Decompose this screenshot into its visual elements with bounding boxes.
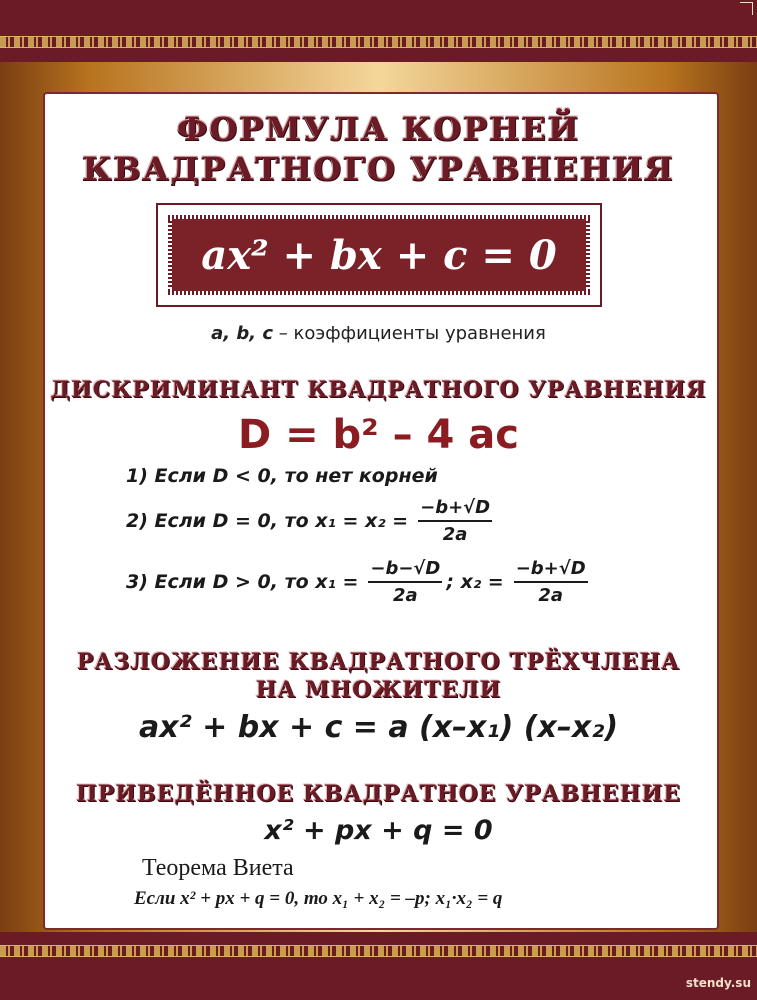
coefficients-vars: a, b, c: [211, 323, 274, 344]
poster-title-line1: ФОРМУЛА КОРНЕЙ: [176, 110, 581, 148]
reduced-formula: x² + px + q = 0: [264, 815, 493, 846]
factoring-heading-line1: РАЗЛОЖЕНИЕ КВАДРАТНОГО ТРЁХЧЛЕНА: [76, 649, 681, 675]
vieta-theorem-title: Теорема Виета: [142, 855, 294, 881]
watermark: stendy.su: [685, 976, 751, 990]
bottom-ornament-stripe: [0, 945, 757, 957]
case-2: [126, 497, 496, 545]
case-1-text: 1) Если D < 0, то нет корней: [126, 465, 438, 487]
bottom-band: [0, 932, 757, 1000]
main-formula: ax² + bx + c = 0: [172, 219, 586, 291]
factoring-formula: ax² + bx + c = a (x–x₁) (x–x₂): [138, 710, 619, 745]
crop-mark-icon: [740, 2, 753, 15]
case-3-denominator-1: 2a: [393, 585, 418, 606]
case-2-numerator: −b+√D: [418, 497, 492, 522]
case-3-separator: ; x₂ =: [446, 571, 504, 593]
case-3-denominator-2: 2a: [538, 585, 564, 606]
case-2-denominator: 2a: [442, 524, 468, 545]
case-3-text: 3) Если D > 0, то x₁ =: [126, 571, 359, 593]
reduced-heading: ПРИВЕДЁННОЕ КВАДРАТНОЕ УРАВНЕНИЕ: [75, 781, 682, 807]
discriminant-formula: D = b² – 4 ac: [237, 412, 520, 458]
case-3-fraction-2: [514, 558, 588, 606]
coefficients-text: – коэффициенты уравнения: [273, 323, 546, 344]
vieta-theorem-statement: Если x² + px + q = 0, то x₁ + x₂ = –p; x₁·x₂ = q: [134, 888, 503, 909]
case-2-fraction: [418, 497, 492, 545]
factoring-heading-line2: НА МНОЖИТЕЛИ: [255, 677, 502, 703]
top-band: [0, 0, 757, 62]
top-ornament-stripe: [0, 36, 757, 48]
case-3-numerator-2: −b+√D: [514, 558, 588, 583]
discriminant-heading: ДИСКРИМИНАНТ КВАДРАТНОГО УРАВНЕНИЯ: [50, 377, 707, 403]
main-formula-box: [156, 203, 602, 307]
case-3-numerator-1: −b−√D: [368, 558, 442, 583]
case-1: [126, 465, 438, 487]
case-3-fraction-1: [368, 558, 442, 606]
coefficients-note: [0, 323, 757, 344]
case-3: [126, 558, 592, 606]
case-2-text: 2) Если D = 0, то x₁ = x₂ =: [126, 510, 409, 532]
poster-title-line2: КВАДРАТНОГО УРАВНЕНИЯ: [82, 150, 675, 188]
